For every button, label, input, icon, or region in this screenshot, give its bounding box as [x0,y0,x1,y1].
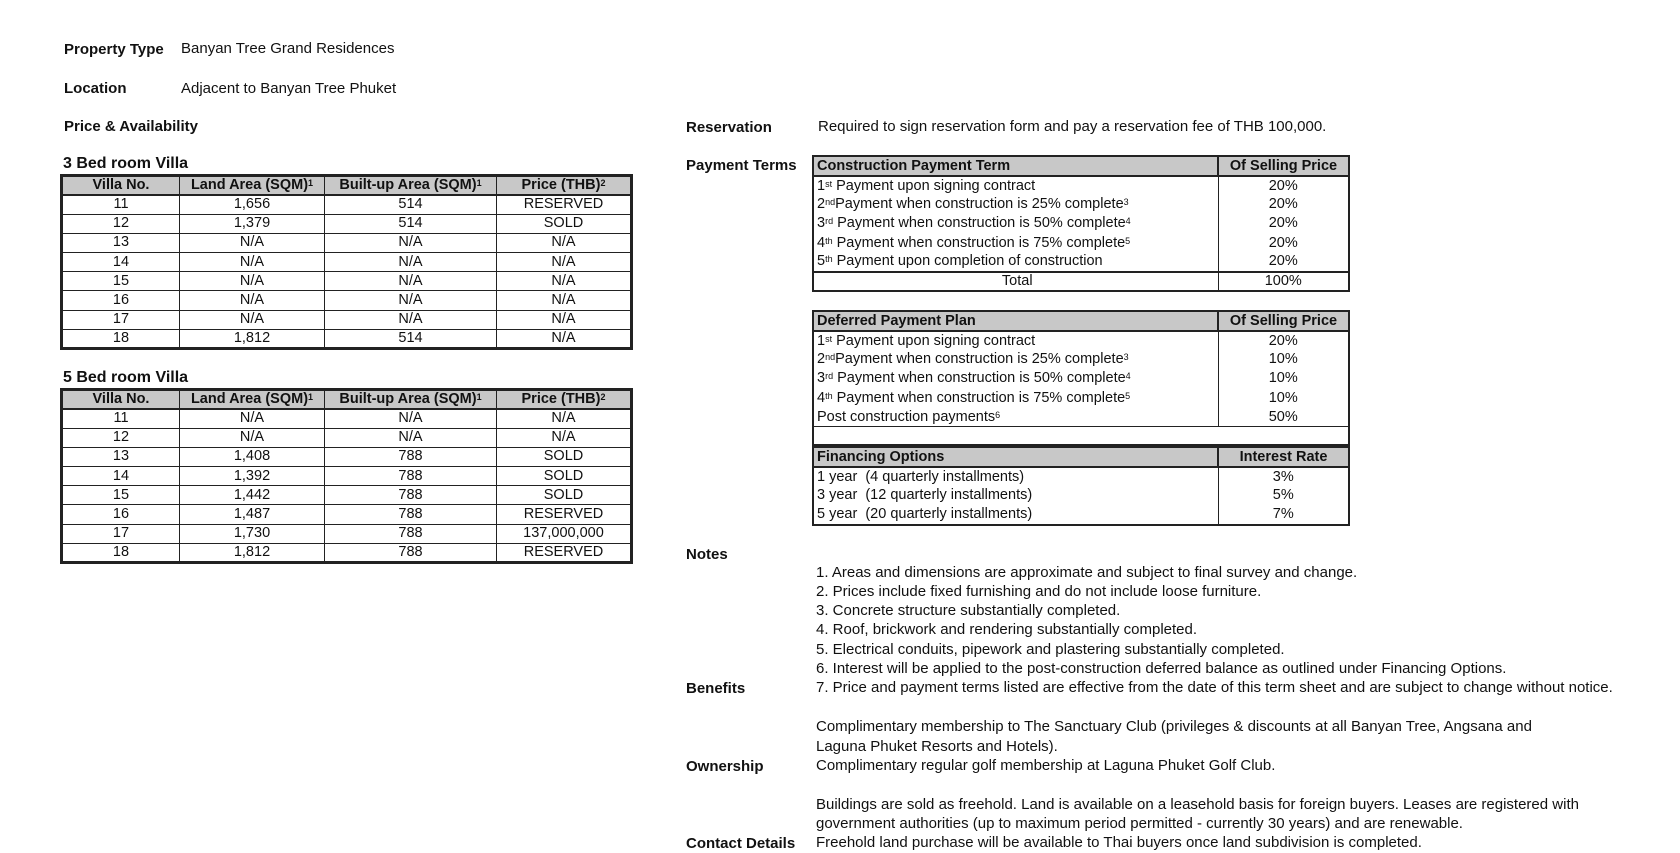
property-type-value: Banyan Tree Grand Residences [181,40,395,57]
table-row: 1 year (4 quarterly installments) 3% [813,467,1349,486]
status-cell: N/A [497,253,632,272]
col-price: Price (THB)$^2$ [497,176,632,196]
table-row: 4th Payment when construction is 75% complete$^5$ 20% [813,234,1349,253]
table-row: 12 N/A N/A N/A [62,428,632,447]
status-cell: RESERVED [497,543,632,562]
payment-terms-label: Payment Terms [686,157,797,174]
table-row: 4th Payment when construction is 75% complete$^5$ 10% [813,389,1349,408]
table-row: 15 1,442 788 SOLD [62,486,632,505]
status-cell: SOLD [497,486,632,505]
table-row: 18 1,812 788 RESERVED [62,543,632,562]
col-builtup-area: Built-up Area (SQM)$^1$ [325,390,497,410]
price-availability-heading: Price & Availability [64,118,198,135]
table-row: 1st Payment upon signing contract 20% [813,176,1349,195]
status-cell: N/A [497,233,632,252]
villa3-table [60,174,633,350]
table-row: 13 1,408 788 SOLD [62,447,632,466]
reservation-text: Required to sign reservation form and pay a reservation fee of THB 100,000. [818,118,1327,135]
status-cell: N/A [497,428,632,447]
table-row: 11 1,656 514 RESERVED [62,195,632,214]
spacer-row [813,427,1349,445]
table-row: 18 1,812 514 N/A [62,329,632,348]
benefits-label: Benefits [686,680,746,697]
table-row: Post construction payments$^6$ 50% [813,408,1349,427]
status-cell: SOLD [497,214,632,233]
status-cell: N/A [497,291,632,310]
status-cell: RESERVED [497,505,632,524]
status-cell: SOLD [497,447,632,466]
financing-options-table [812,446,1350,526]
table-row: 14 1,392 788 SOLD [62,467,632,486]
construction-header: Construction Payment Term [813,156,1218,176]
col-land-area: Land Area (SQM)$^1$ [180,390,325,410]
reservation-label: Reservation [686,119,772,136]
note-item: 3. Concrete structure substantially completed. [816,602,1121,619]
table-row: 11 N/A N/A N/A [62,409,632,428]
villa5-table [60,388,633,564]
table-row: 17 N/A N/A N/A [62,310,632,329]
col-villa-no: Villa No. [62,390,180,410]
table-row: 15 N/A N/A N/A [62,272,632,291]
note-item: 2. Prices include fixed furnishing and do not include loose furniture. [816,583,1262,600]
financing-header: Financing Options [813,447,1218,467]
villa3-header-row [62,176,632,196]
location-value: Adjacent to Banyan Tree Phuket [181,80,397,97]
table-row: 3rd Payment when construction is 50% complete$^4$ 20% [813,214,1349,233]
ownership-line: Buildings are sold as freehold. Land is available on a leasehold basis for foreign buyers. Leases are registered with [816,796,1579,813]
deferred-header: Deferred Payment Plan [813,311,1218,331]
villa5-title: 5 Bed room Villa [63,369,189,386]
table-row: 16 N/A N/A N/A [62,291,632,310]
table-row: 5th Payment upon completion of construction 20% [813,253,1349,272]
table-row: 14 N/A N/A N/A [62,253,632,272]
table-row: 3rd Payment when construction is 50% complete$^4$ 10% [813,369,1349,388]
table-row: 2ndPayment when construction is 25% complete$^3$ 20% [813,195,1349,214]
location-label: Location [64,80,127,97]
status-cell: SOLD [497,467,632,486]
benefits-line: Complimentary regular golf membership at Laguna Phuket Golf Club. [816,757,1276,774]
table-row: 1st Payment upon signing contract 20% [813,331,1349,350]
note-item: 5. Electrical conduits, pipework and plastering substantially completed. [816,641,1285,658]
selling-price-header: Of Selling Price [1218,156,1349,176]
total-row [813,272,1349,291]
col-villa-no: Villa No. [62,176,180,196]
construction-payment-table [812,155,1350,292]
selling-price-header: Of Selling Price [1218,311,1349,331]
col-land-area: Land Area (SQM)$^1$ [180,176,325,196]
deferred-payment-table [812,310,1350,446]
villa3-title: 3 Bed room Villa [63,155,189,172]
contact-details-label: Contact Details [686,835,796,852]
benefits-line: Laguna Phuket Resorts and Hotels). [816,738,1058,755]
status-cell: N/A [497,310,632,329]
ownership-line: Freehold land purchase will be available to Thai buyers once land subdivision is completed. [816,834,1422,851]
status-cell: N/A [497,272,632,291]
property-type-label: Property Type [64,41,164,58]
ownership-line: government authorities (up to maximum period permitted - currently 30 years) and are renewable. [816,815,1463,832]
status-cell: N/A [497,329,632,348]
total-label: Total [813,272,1218,291]
table-row: 17 1,730 788 137,000,000 [62,524,632,543]
col-price: Price (THB)$^2$ [497,390,632,410]
note-item: 7. Price and payment terms listed are effective from the date of this term sheet and are subject to change without notice. [816,679,1613,696]
note-item: 4. Roof, brickwork and rendering substantially completed. [816,621,1198,638]
benefits-line: Complimentary membership to The Sanctuary Club (privileges & discounts at all Banyan Tree, Angsana and [816,718,1532,735]
ownership-label: Ownership [686,758,764,775]
interest-rate-header: Interest Rate [1218,447,1349,467]
table-row: 2ndPayment when construction is 25% complete$^3$ 10% [813,350,1349,369]
status-cell: RESERVED [497,195,632,214]
villa5-header-row [62,390,632,410]
table-row: 13 N/A N/A N/A [62,233,632,252]
notes-label: Notes [686,546,728,563]
table-row: 12 1,379 514 SOLD [62,214,632,233]
status-cell: N/A [497,409,632,428]
total-value: 100% [1218,272,1349,291]
note-item: 1. Areas and dimensions are approximate and subject to final survey and change. [816,564,1358,581]
col-builtup-area: Built-up Area (SQM)$^1$ [325,176,497,196]
note-item: 6. Interest will be applied to the post-construction deferred balance as outlined under Financing Options. [816,660,1507,677]
table-row: 16 1,487 788 RESERVED [62,505,632,524]
table-row: 5 year (20 quarterly installments) 7% [813,505,1349,524]
status-cell: 137,000,000 [497,524,632,543]
table-row: 3 year (12 quarterly installments) 5% [813,486,1349,505]
